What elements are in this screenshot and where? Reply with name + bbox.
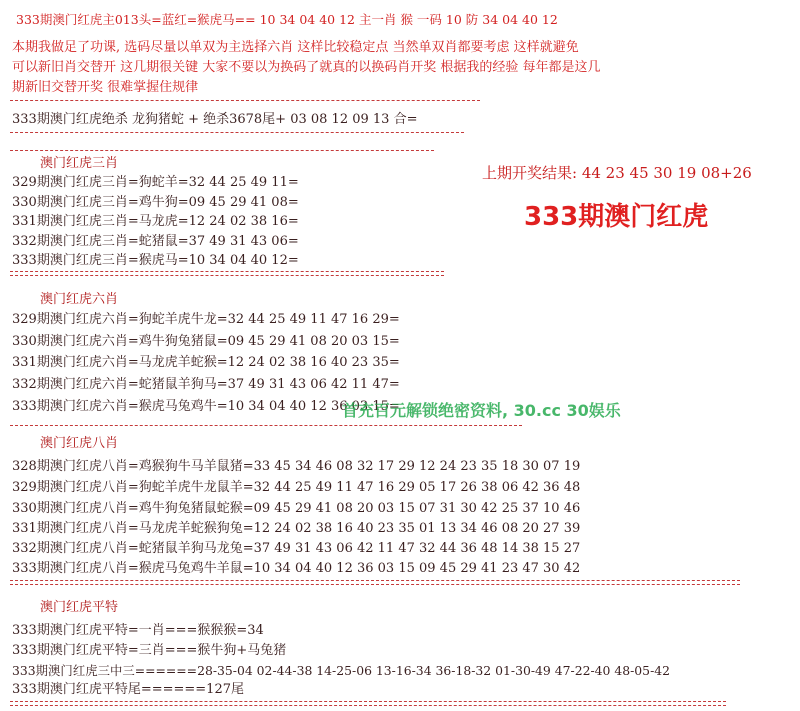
divider xyxy=(10,701,726,706)
special-row: 333期澳门红虎三中三======28-35-04 02-44-38 14-25-06 13-16-34 36-18-32 01-30-49 47-22-40 48-05-42 xyxy=(12,663,671,678)
three-row: 332期澳门红虎三肖=蛇猪鼠=37 49 31 43 06= xyxy=(12,234,299,249)
special-row: 333期澳门红虎平特尾======127尾 xyxy=(12,682,244,697)
six-row: 331期澳门红虎六肖=马龙虎羊蛇猴=12 24 02 38 16 40 23 35= xyxy=(12,355,400,370)
divider xyxy=(10,132,464,133)
intro-line-2: 可以新旧肖交替开 这几期很关键 大家不要以为换码了就真的以换码肖开奖 根据我的经验 每年都是这几 xyxy=(12,60,601,75)
divider xyxy=(10,100,480,101)
last-draw-result: 上期开奖结果: 44 23 45 30 19 08+26 xyxy=(482,164,752,182)
eight-row: 333期澳门红虎八肖=猴虎马兔鸡牛羊鼠=10 34 04 40 12 36 03 15 09 45 29 41 23 47 30 42 xyxy=(12,561,581,576)
issue-title: 333期澳门红虎 xyxy=(524,202,709,232)
section-title-three: 澳门红虎三肖 xyxy=(40,156,119,171)
eight-row: 329期澳门红虎八肖=狗蛇羊虎牛龙鼠羊=32 44 25 49 11 47 16 29 05 17 26 38 06 42 36 48 xyxy=(12,480,581,495)
eight-row: 331期澳门红虎八肖=马龙虎羊蛇猴狗兔=12 24 02 38 16 40 23 35 01 13 34 46 08 20 27 39 xyxy=(12,521,581,536)
six-row: 333期澳门红虎六肖=猴虎马兔鸡牛=10 34 04 40 12 36 03 15= xyxy=(12,399,400,414)
intro-line-1: 本期我做足了功课, 选码尽量以单双为主选择六肖 这样比较稳定点 当然单双肖都要考虑 这样就避免 xyxy=(12,40,579,55)
three-row: 330期澳门红虎三肖=鸡牛狗=09 45 29 41 08= xyxy=(12,195,299,210)
divider xyxy=(10,580,740,585)
kill-line: 333期澳门红虎绝杀 龙狗猪蛇 + 绝杀3678尾+ 03 08 12 09 13 合= xyxy=(12,112,418,127)
divider xyxy=(10,425,522,426)
section-title-six: 澳门红虎六肖 xyxy=(40,292,119,307)
header-line: 333期澳门红虎主013头=蓝红=猴虎马== 10 34 04 40 12 主一肖 猴 一码 10 防 34 04 40 12 xyxy=(16,12,558,27)
section-title-eight: 澳门红虎八肖 xyxy=(40,436,119,451)
divider xyxy=(10,150,434,151)
three-row: 329期澳门红虎三肖=狗蛇羊=32 44 25 49 11= xyxy=(12,175,299,190)
three-row: 331期澳门红虎三肖=马龙虎=12 24 02 38 16= xyxy=(12,214,299,229)
six-row: 330期澳门红虎六肖=鸡牛狗兔猪鼠=09 45 29 41 08 20 03 15= xyxy=(12,334,400,349)
eight-row: 330期澳门红虎八肖=鸡牛狗兔猪鼠蛇猴=09 45 29 41 08 20 03 15 07 31 30 42 25 37 10 46 xyxy=(12,501,581,516)
six-row: 329期澳门红虎六肖=狗蛇羊虎牛龙=32 44 25 49 11 47 16 29= xyxy=(12,312,400,327)
six-row: 332期澳门红虎六肖=蛇猪鼠羊狗马=37 49 31 43 06 42 11 47= xyxy=(12,377,400,392)
eight-row: 328期澳门红虎八肖=鸡猴狗牛马羊鼠猪=33 45 34 46 08 32 17 29 12 24 23 35 18 30 07 19 xyxy=(12,459,581,474)
section-title-special: 澳门红虎平特 xyxy=(40,600,119,615)
special-row: 333期澳门红虎平特=三肖===猴牛狗+马兔猪 xyxy=(12,643,287,658)
eight-row: 332期澳门红虎八肖=蛇猪鼠羊狗马龙兔=37 49 31 43 06 42 11 47 32 44 36 48 14 38 15 27 xyxy=(12,541,581,556)
intro-line-3: 期新旧交替开奖 很难掌握住规律 xyxy=(12,80,199,95)
special-row: 333期澳门红虎平特=一肖===猴猴猴=34 xyxy=(12,623,264,638)
promo-watermark: 首充百元解锁绝密资料, 30.cc 30娱乐 xyxy=(342,401,621,420)
divider xyxy=(10,271,444,276)
three-row: 333期澳门红虎三肖=猴虎马=10 34 04 40 12= xyxy=(12,253,299,268)
